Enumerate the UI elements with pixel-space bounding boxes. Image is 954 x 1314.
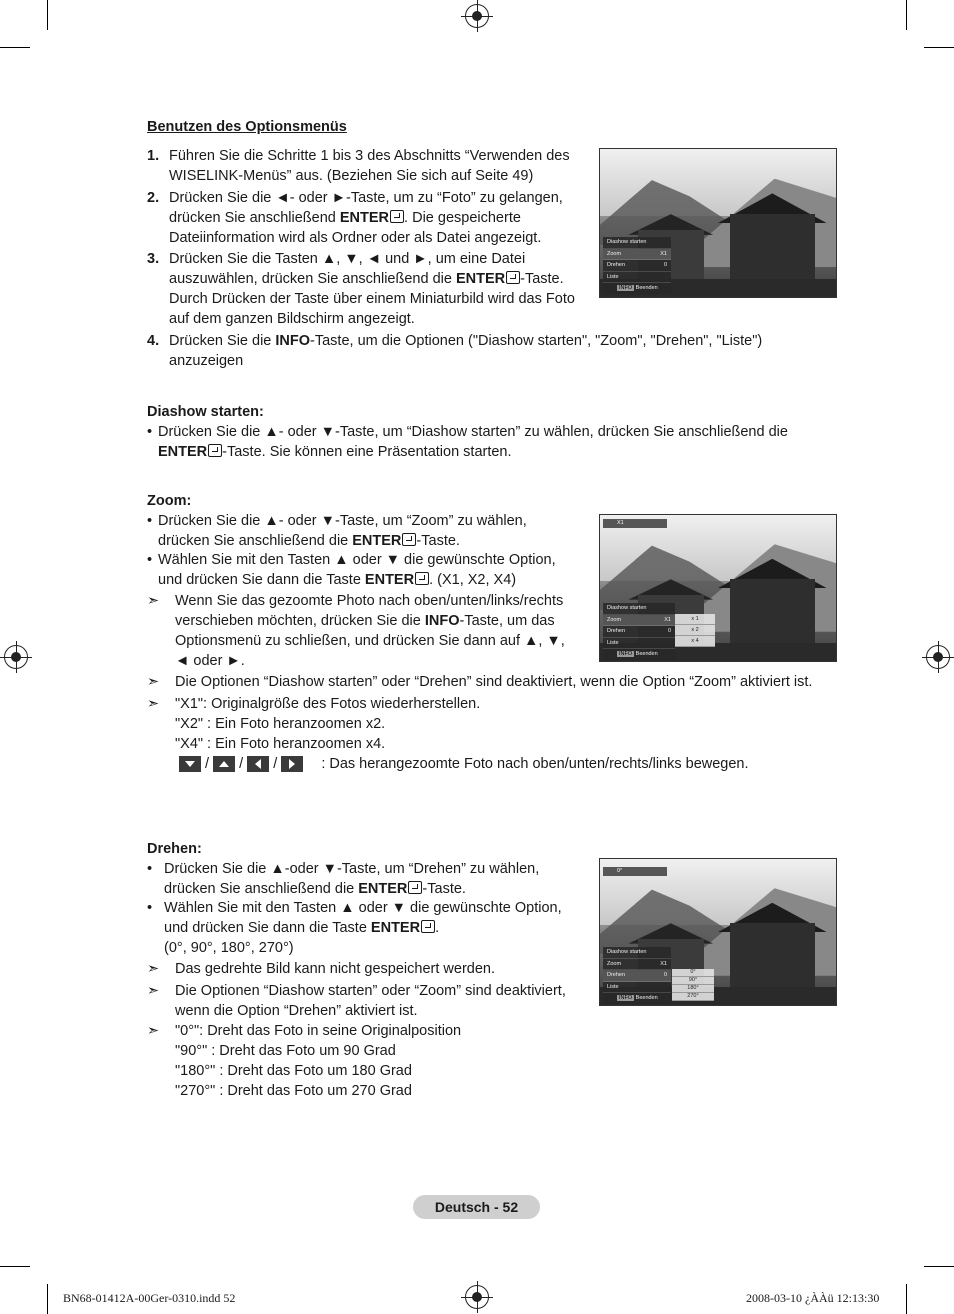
options-menu [603,603,675,660]
menu-item-zoom: Zoom X1 [603,959,671,971]
rotate-option: 270° [672,993,714,1001]
note-arrow-icon: ➣ [147,961,160,977]
drehen-note-3: ➣ "0°": Dreht das Foto in seine Originalposition "90°" : Dreht das Foto um 90 Grad "180°" : Dreht das Foto um 180 Grad "270°" : Dreht das Foto um 270 Grad [147,1023,462,1099]
section-title: Benutzen des Optionsmenüs [147,119,347,135]
zoom-option: x 1 [675,614,715,625]
enter-icon [402,533,416,546]
zoom-heading: Zoom: [147,493,192,509]
step-line: anzuzeigen [169,353,244,369]
drehen-bullet-1: • Drücken Sie die ▲-oder ▼-Taste, um “Drehen” zu wählen, drücken Sie anschließend die ENTER -Taste. [147,861,540,897]
rotate-option: 0° [672,969,714,977]
registration-mark-icon [465,1285,489,1309]
rotate-indicator: 0° [603,867,667,876]
menu-footer: INFO Beenden [619,995,658,1001]
crop-mark [47,1284,48,1314]
zoom-note-3: ➣ "X1": Originalgröße des Fotos wiederherstellen. "X2" : Ein Foto heranzoomen x2. "X4" : Ein Foto heranzoomen x4. [147,696,481,752]
zoom-note-1: ➣ Wenn Sie das gezoomte Photo nach oben/unten/links/rechts verschieben möchten, drücken Sie die INFO-Taste, um das Optionsmenü zu schließen, und drücken Sie dann auf ▲, ▼, ◄ oder ►. [147,593,565,669]
step-line: WISELINK-Menüs” aus. (Beziehen Sie sich auf Seite 49) [169,168,534,184]
menu-item-list: Liste [603,272,671,284]
note-arrow-icon: ➣ [147,1023,160,1039]
enter-icon [421,920,435,933]
rotate-option: 180° [672,985,714,993]
tv-screenshot-options-menu [599,148,837,298]
menu-item-slideshow: Diashow starten [603,947,671,959]
rotate-option: 90° [672,977,714,985]
step-number: 2. [147,190,160,206]
enter-icon [208,444,222,457]
drehen-bullet-2: • Wählen Sie mit den Tasten ▲ oder ▼ die gewünschte Option, und drücken Sie dann die Taste ENTER . (0°, 90°, 180°, 270°) [147,900,562,956]
enter-icon [506,271,520,284]
step-line: Drücken Sie die Tasten ▲, ▼, ◄ und ►, um eine Datei [169,251,526,267]
enter-icon [390,210,404,223]
step-1 [147,146,597,186]
options-menu [603,947,671,1004]
drehen-note-1: ➣ Das gedrehte Bild kann nicht gespeichert werden. [147,961,495,977]
enter-icon [408,881,422,894]
up-arrow-icon [213,756,235,772]
footer-timestamp: 2008-03-10 ¿ÀÀü 12:13:30 [746,1291,880,1305]
step-line: Durch Drücken der Taste über einem Miniaturbild wird das Foto [169,291,575,307]
drehen-note-2: ➣ Die Optionen “Diashow starten” oder “Zoom” sind deaktiviert, wenn die Option “Drehen” aktiviert ist. [147,983,566,1019]
footer-file-info: BN68-01412A-00Ger-0310.indd 52 [63,1291,236,1305]
diashow-bullet: • Drücken Sie die ▲- oder ▼-Taste, um “Diashow starten” zu wählen, drücken Sie anschließend die ENTER -Taste. Sie können eine Präsentation starten. [147,424,788,460]
crop-mark [906,1284,907,1314]
step-line: drücken Sie anschließend ENTER . Die gespeicherte [169,210,521,226]
drehen-heading: Drehen: [147,841,202,857]
options-menu [603,237,671,294]
zoom-move-row: / / / : Das herangezoomte Foto nach oben/unten/rechts/links bewegen. [179,754,819,774]
note-arrow-icon: ➣ [147,696,160,712]
zoom-option: x 2 [675,625,715,636]
step-number: 1. [147,148,160,164]
tv-screenshot-rotate [599,858,837,1006]
diashow-heading: Diashow starten: [147,404,264,420]
step-number: 3. [147,251,160,267]
left-arrow-icon [247,756,269,772]
note-arrow-icon: ➣ [147,593,160,609]
rotate-submenu [672,969,714,1001]
step-line: Drücken Sie die ◄- oder ►-Taste, um zu “Foto” zu gelangen, [169,190,563,206]
menu-item-list: Liste [603,982,671,994]
zoom-note-2: ➣ Die Optionen “Diashow starten” oder “Drehen” sind deaktiviert, wenn die Option “Zoom” aktiviert ist. [147,674,813,690]
note-arrow-icon: ➣ [147,674,160,690]
zoom-submenu [675,614,715,647]
crop-mark [0,47,30,48]
right-arrow-icon [281,756,303,772]
menu-item-rotate: Drehen 0 [603,260,671,272]
registration-mark-icon [4,645,28,669]
menu-item-slideshow: Diashow starten [603,237,671,249]
tv-screenshot-zoom [599,514,837,662]
note-arrow-icon: ➣ [147,983,160,999]
step-4 [147,331,847,371]
menu-footer: INFO Beenden [619,651,658,657]
step-line: auf dem ganzen Bildschirm angezeigt. [169,311,415,327]
menu-footer: INFO Beenden [619,285,658,291]
zoom-option: x 4 [675,636,715,647]
step-line: Dateiinformation wird als Ordner oder als Datei angezeigt. [169,230,542,246]
down-arrow-icon [179,756,201,772]
step-line: Drücken Sie die INFO-Taste, um die Optionen ("Diashow starten", "Zoom", "Drehen", "Liste") [169,333,763,349]
menu-item-rotate: Drehen 0 [603,970,671,982]
page-number-badge: Deutsch - 52 [413,1195,540,1219]
crop-mark [47,0,48,30]
crop-mark [924,1266,954,1267]
menu-item-rotate: Drehen 0 [603,626,675,638]
menu-item-zoom: Zoom X1 [603,249,671,261]
zoom-indicator: X1 [603,519,667,528]
step-3 [147,249,607,329]
menu-item-list: Liste [603,638,675,650]
crop-mark [906,0,907,30]
step-line: Führen Sie die Schritte 1 bis 3 des Abschnitts “Verwenden des [169,148,570,164]
step-number: 4. [147,333,160,349]
step-2 [147,188,597,248]
step-line: auszuwählen, drücken Sie anschließend die ENTER -Taste. [169,271,564,287]
registration-mark-icon [926,645,950,669]
enter-icon [415,572,429,585]
crop-mark [924,47,954,48]
zoom-bullet-2: • Wählen Sie mit den Tasten ▲ oder ▼ die gewünschte Option, und drücken Sie dann die Taste ENTER . (X1, X2, X4) [147,552,556,588]
menu-item-zoom: Zoom X1 [603,615,675,627]
crop-mark [0,1266,30,1267]
menu-item-slideshow: Diashow starten [603,603,675,615]
registration-mark-icon [465,4,489,28]
zoom-bullet-1: • Drücken Sie die ▲- oder ▼-Taste, um “Zoom” zu wählen, drücken Sie anschließend die ENTER -Taste. [147,513,527,549]
